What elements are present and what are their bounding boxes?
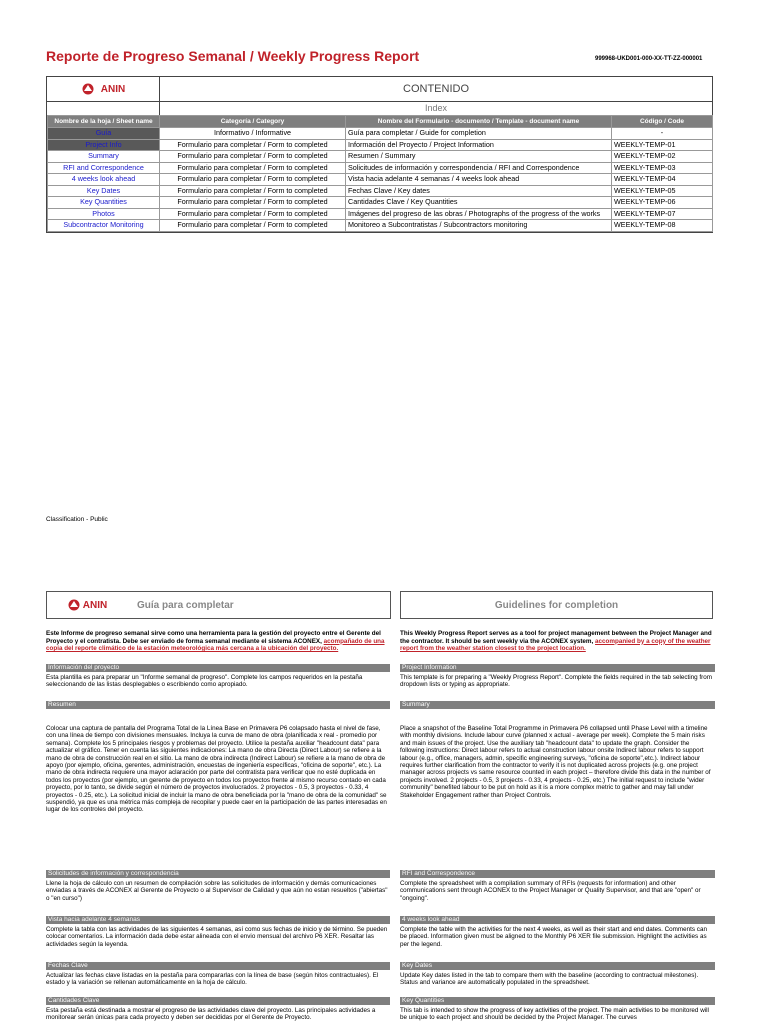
es-section-body: Esta plantilla es para preparar un "Informe semanal de progreso". Complete los campos requeridos en la pestaña seleccionando de las listas desplegables o escribiendo como apropiado.: [46, 674, 363, 689]
en-section: [400, 664, 715, 689]
template-cell: Fechas Clave / Key dates: [346, 185, 612, 197]
anin-logo: [47, 598, 127, 612]
es-intro: [46, 630, 390, 653]
col-header-code: Código / Code: [612, 116, 713, 128]
table-row: [48, 139, 713, 151]
en-section-body: Place a snapshot of the Baseline Total Programme in Primavera P6 collapsed until Phase Level with a timeline with monthly divisions. Include labour curve (planned x actual - average per week). Complete the 5 main risks and main issues of the project. Use the auxiliary tab "headcount data" to update the graph. Consider the following instructions: Direct labour refers to actual construction labour onsite Indirect labour refers to support labour (e.g., office, managers, admin, specific engineering surveys, "oficina de soporte",etc.). Indirect labour requires further clarification from the contractor to verify it is not duplicated across projects (e.g. one project manager across projects vs same resource counted in each project – therefore divide this data in the number of projects involved. 2 projects - 0.5, 3 projects - 0.33, 4 projects - 0.25, etc.) The initial request to include "wider community" benefited labour to be put on hold as it is a more complex metric to gather and may fall under Stakeholder Engagement rather than Project Controls.: [400, 725, 711, 799]
sheet-link[interactable]: Key Dates: [48, 185, 160, 197]
en-section-body: This template is for preparing a "Weekly Progress Report". Complete the fields required in the tab selecting from dropdown lists or typing as appropriate.: [400, 674, 712, 689]
en-section-body: This tab is intended to show the progress of key activities of the project. The main activities to be monitored will be unique to each project and should be decided by the Project Manager. The curves: [400, 1007, 709, 1022]
en-section: [400, 916, 715, 948]
es-section-heading: Vista hacia adelante 4 semanas: [46, 916, 390, 924]
template-cell: Cantidades Clave / Key Quantities: [346, 197, 612, 209]
col-header-category: Categoría / Category: [160, 116, 346, 128]
es-section: [46, 997, 390, 1022]
report-title: Reporte de Progreso Semanal / Weekly Progress Report: [46, 48, 420, 64]
en-section-body: Complete the table with the activities for the next 4 weeks, as well as their start and end dates. Comments can be placed. Information given must be aligned to the Monthly P6 XER file submission. Highlight the activities as per the legend.: [400, 926, 707, 948]
table-row: [48, 174, 713, 186]
es-section-heading: Cantidades Clave: [46, 997, 390, 1005]
table-row: [48, 128, 713, 140]
table-row: [48, 162, 713, 174]
category-cell: Informativo / Informative: [160, 128, 346, 140]
code-cell: WEEKLY-TEMP-05: [612, 185, 713, 197]
code-cell: WEEKLY-TEMP-08: [612, 220, 713, 232]
en-section-heading: Key Dates: [400, 962, 715, 970]
en-section: [400, 962, 715, 987]
index-subheading: Index: [424, 103, 448, 113]
index-section: [46, 76, 713, 233]
classification-label: Classification - Public: [46, 516, 108, 523]
code-cell: -: [612, 128, 713, 140]
es-section: [46, 701, 390, 814]
en-section-body: Update Key dates listed in the tab to compare them with the baseline (according to contractual milestones). Status and variance are automatically populated in the spreadsheet.: [400, 972, 699, 987]
col-header-template: Nombre del Formulario - documento / Template - document name: [346, 116, 612, 128]
code-cell: WEEKLY-TEMP-01: [612, 139, 713, 151]
col-header-sheet: Nombre de la hoja / Sheet name: [48, 116, 160, 128]
es-section-heading: Resumen: [46, 701, 390, 709]
en-intro-highlight: accompanied by a copy of the weather report from the weather station closest to the project location.: [400, 637, 711, 652]
anin-logo-text: ANIN: [82, 599, 108, 611]
es-section: [46, 916, 390, 948]
code-cell: WEEKLY-TEMP-02: [612, 151, 713, 163]
guia-title: Guía para completar: [137, 599, 234, 611]
en-section-body: Complete the spreadsheet with a compilation summary of RFIs (requests for information) and other communications sent through ACONEX to the Project Manager or Quality Supervisor, and that are "open" or "ongoing".: [400, 880, 701, 902]
sheet-link[interactable]: Project Info: [48, 139, 160, 151]
table-row: [48, 197, 713, 209]
template-cell: Guía para completar / Guide for completion: [346, 128, 612, 140]
category-cell: Formulario para completar / Form to completed: [160, 162, 346, 174]
guidelines-panel: [400, 591, 713, 619]
en-section-heading: Summary: [400, 701, 715, 709]
category-cell: Formulario para completar / Form to completed: [160, 208, 346, 220]
category-cell: Formulario para completar / Form to completed: [160, 197, 346, 209]
code-cell: WEEKLY-TEMP-07: [612, 208, 713, 220]
category-cell: Formulario para completar / Form to completed: [160, 220, 346, 232]
table-row: [48, 220, 713, 232]
anin-logo-text: ANIN: [100, 83, 126, 95]
es-section-body: Actualizar las fechas clave listadas en la pestaña para compararlas con la línea de base (según hitos contractuales). El estado y la variación se rellenan automáticamente en la hoja de cálculo.: [46, 972, 379, 987]
sheet-link[interactable]: 4 weeks look ahead: [48, 174, 160, 186]
es-section-body: Llene la hoja de cálculo con un resumen de compilación sobre las solicitudes de información y demás comunicaciones enviadas a través de ACONEX al Gerente de Proyecto o al Supervisor de Calidad y que aún no estan resueltos ("abiertas" o "en curso"): [46, 880, 388, 902]
es-section-heading: Información del proyecto: [46, 664, 390, 672]
es-section-heading: Fechas Clave: [46, 962, 390, 970]
sheet-link[interactable]: Summary: [48, 151, 160, 163]
template-cell: Imágenes del progreso de las obras / Photographs of the progress of the works: [346, 208, 612, 220]
es-intro-text: Este Informe de progreso semanal sirve como una herramienta para la gestión del proyecto entre el Gerente del Proyecto y el contratista. Debe ser enviado de forma semanal mediante el sistema ACONEX,: [46, 630, 381, 645]
anin-logo-mark: [67, 598, 81, 612]
template-cell: Información del Proyecto / Project Information: [346, 139, 612, 151]
en-intro-text: This Weekly Progress Report serves as a tool for project management between the Project Manager and the contractor. It should be sent weekly via the ACONEX system,: [400, 630, 712, 645]
es-section-body: Complete la tabla con las actividades de las siguientes 4 semanas, así como sus fechas de inicio y de término. Se pueden colocar comentarios. La información dada debe estar alineada con el envio mensual del archivo P6 XER. Resaltar las actividades según la leyenda.: [46, 926, 388, 948]
code-cell: WEEKLY-TEMP-04: [612, 174, 713, 186]
category-cell: Formulario para completar / Form to completed: [160, 174, 346, 186]
sheet-link[interactable]: Guía: [48, 128, 160, 140]
document-id: 999968-UKD001-000-XX-TT-ZZ-000001: [595, 56, 703, 62]
es-section-body: Colocar una captura de pantalla del Programa Total de la Línea Base en Primavera P6 colapsado hasta el nivel de fase, con una línea de tiempo con divisiones mensuales. Incluya la curva de mano de obra (planificada x real - promedio por semana). Complete los 5 principales riesgos y problemas del proyecto. Utilice la pestaña auxiliar "headcount data" para actualizar el gráfico. Tener en cuenta las siguientes indicaciones: La mano de obra Directa (Direct Labour) se refiere a la mano de obra de construcción real en el sitio. La mano de obra indirecta (Indirect Labour) se refiere a la mano de obra de apoyo (por ejemplo, oficina, gerentes, administración, encuestas de ingeniería específicas, "oficina de soporte", etc.). La mano de obra indirecta requiere una mayor aclaración por parte del contratista para verificar que no esté duplicada en todos los proyectos (por ejemplo, un gerente de proyecto en todos los proyectos frente al mismo recurso contado en cada proyecto, por lo tanto, se divide según el número de proyectos involucrados. 2 proyectos - 0.5, 3 proyectos - 0.33, 4 proyectos - 0.25, etc.). La solicitud inicial de incluir la mano de obra beneficiada por la "mano de obra de la comunidad" se suspendió, ya que es una métrica más compleja de recopilar y puede caer en la participación de las partes interesadas en lugar de los controles del proyecto.: [46, 725, 387, 814]
en-section-heading: Project Information: [400, 664, 715, 672]
category-cell: Formulario para completar / Form to completed: [160, 185, 346, 197]
template-cell: Resumen / Summary: [346, 151, 612, 163]
sheet-link[interactable]: Key Quantities: [48, 197, 160, 209]
anin-logo: [47, 77, 160, 101]
es-section: [46, 664, 390, 689]
en-section-heading: RFI and Correspondence: [400, 870, 715, 878]
table-row: [48, 208, 713, 220]
es-section: [46, 870, 390, 902]
en-section-heading: 4 weeks look ahead: [400, 916, 715, 924]
table-row: [48, 151, 713, 163]
sheet-link[interactable]: Photos: [48, 208, 160, 220]
template-cell: Monitoreo a Subcontratistas / Subcontractors monitoring: [346, 220, 612, 232]
code-cell: WEEKLY-TEMP-06: [612, 197, 713, 209]
en-section: [400, 870, 715, 902]
sheet-link[interactable]: RFI and Correspondence: [48, 162, 160, 174]
en-section: [400, 701, 715, 799]
template-cell: Solicitudes de información y correspondencia / RFI and Correspondence: [346, 162, 612, 174]
guidelines-title: Guidelines for completion: [494, 599, 619, 611]
table-row: [48, 185, 713, 197]
en-intro: [400, 630, 715, 653]
en-section: [400, 997, 715, 1022]
es-section-body: Esta pestaña está destinada a mostrar el progreso de las actividades clave del proyecto. Las principales actividades a monitorear serán únicas para cada proyecto y deben ser decididas por el Gerente de Proyecto.: [46, 1007, 376, 1022]
category-cell: Formulario para completar / Form to completed: [160, 151, 346, 163]
es-section-heading: Solicitudes de información y correspondencia: [46, 870, 390, 878]
contenido-heading: CONTENIDO: [403, 83, 469, 95]
template-cell: Vista hacia adelante 4 semanas / 4 weeks look ahead: [346, 174, 612, 186]
sheet-link[interactable]: Subcontractor Monitoring: [48, 220, 160, 232]
en-section-heading: Key Quantities: [400, 997, 715, 1005]
es-section: [46, 962, 390, 987]
code-cell: WEEKLY-TEMP-03: [612, 162, 713, 174]
category-cell: Formulario para completar / Form to completed: [160, 139, 346, 151]
index-table: [47, 115, 713, 232]
guia-panel: [46, 591, 391, 619]
es-intro-highlight: acompañado de una copia del reporte climático de la estación meteorológica más cercana a la ubicación del proyecto.: [46, 637, 385, 652]
